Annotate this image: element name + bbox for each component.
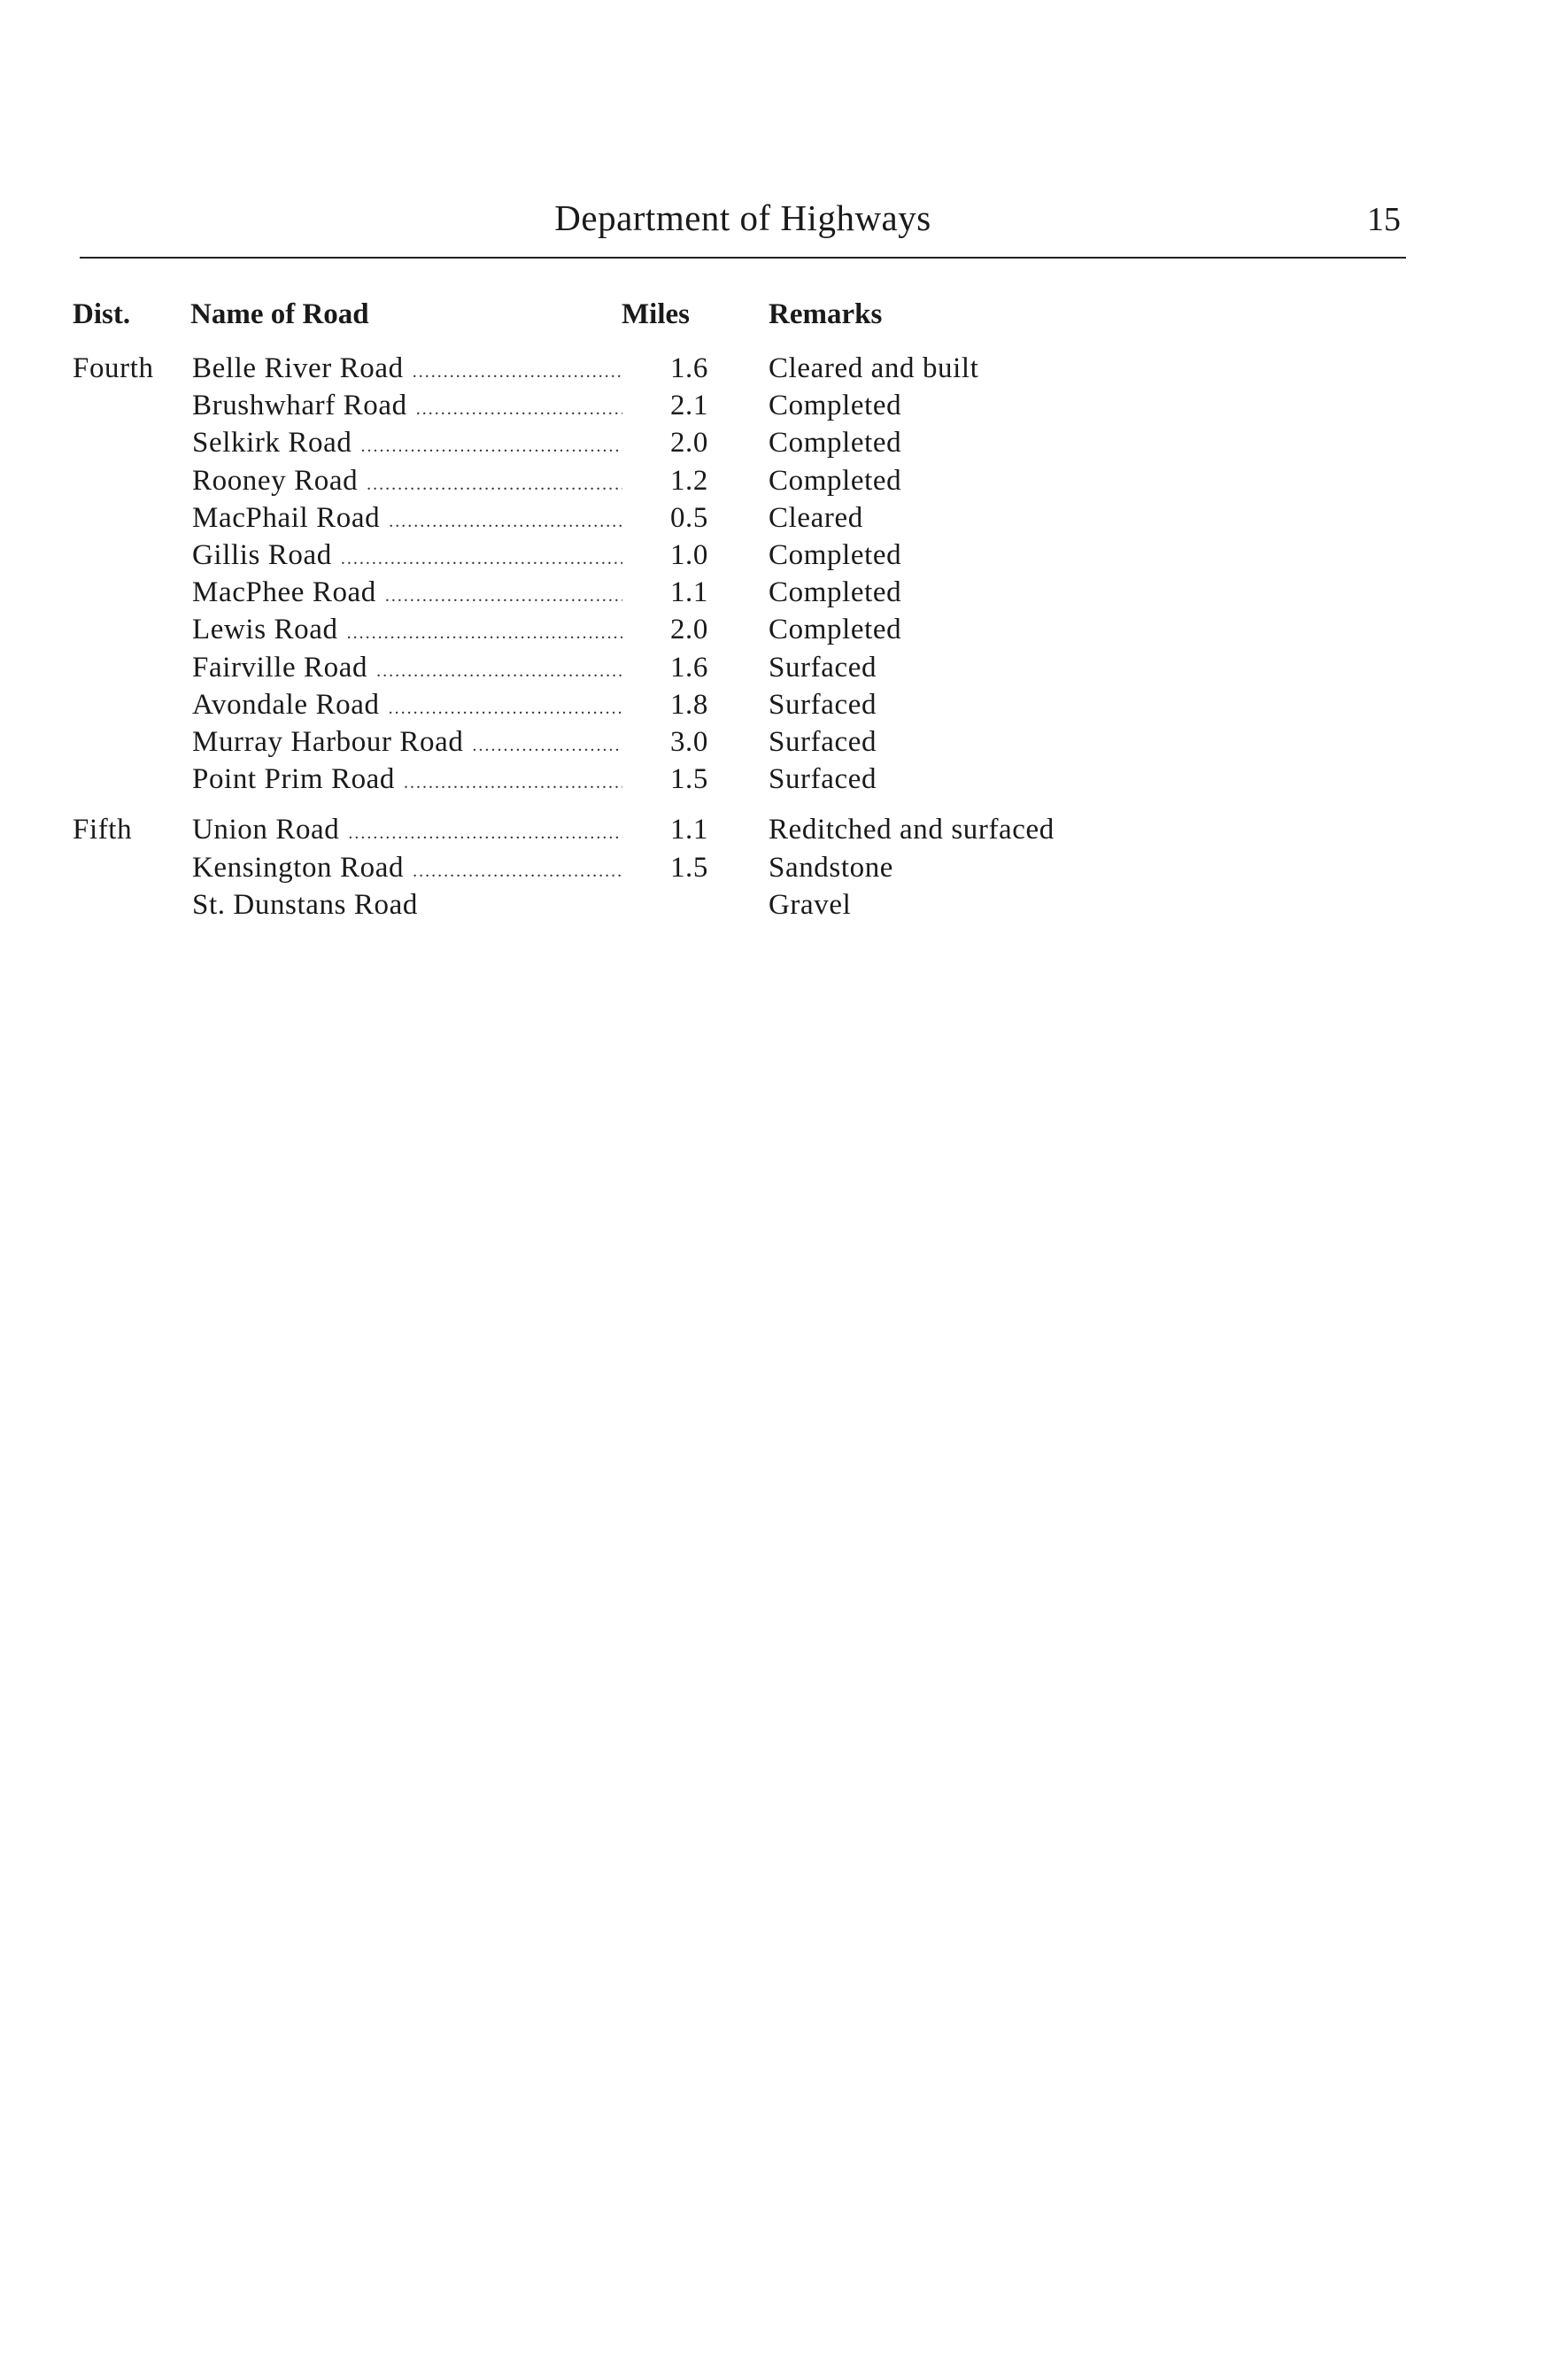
dot-leader xyxy=(404,764,622,801)
road-name: Selkirk Road xyxy=(192,427,352,459)
header-rule xyxy=(80,257,1406,259)
road-name: St. Dunstans Road xyxy=(192,889,418,921)
table-row xyxy=(0,424,1545,461)
remarks-cell: Surfaced xyxy=(769,726,877,758)
remarks-cell: Completed xyxy=(769,465,902,497)
page-title: Department of Highways xyxy=(554,197,931,238)
table-row xyxy=(0,462,1545,499)
road-name: Rooney Road xyxy=(192,465,359,497)
road-cell xyxy=(192,611,626,652)
road-name: Belle River Road xyxy=(192,352,404,384)
road-cell xyxy=(192,849,626,890)
miles-cell: 3.0 xyxy=(669,726,708,758)
table-row xyxy=(0,811,1545,848)
dot-leader xyxy=(341,540,622,577)
road-name: Avondale Road xyxy=(192,689,380,721)
dot-leader xyxy=(348,815,622,852)
district-cell: Fifth xyxy=(73,814,133,846)
dot-leader xyxy=(385,577,622,614)
miles-cell: 2.1 xyxy=(669,390,708,421)
dot-leader xyxy=(376,653,622,690)
dot-leader xyxy=(472,727,622,764)
road-cell xyxy=(192,686,626,727)
table-row xyxy=(0,499,1545,537)
road-cell xyxy=(192,387,626,428)
road-name: Union Road xyxy=(192,814,340,846)
miles-cell: 1.8 xyxy=(669,689,708,721)
remarks-cell: Completed xyxy=(769,614,902,645)
road-name: MacPhail Road xyxy=(192,502,381,534)
road-name: Point Prim Road xyxy=(192,763,396,795)
table-row xyxy=(0,761,1545,798)
column-header-miles: Miles xyxy=(622,298,690,330)
remarks-cell: Cleared and built xyxy=(769,352,979,384)
road-name: Gillis Road xyxy=(192,539,332,571)
road-name: Kensington Road xyxy=(192,852,405,884)
table-row xyxy=(0,723,1545,761)
district-cell: Fourth xyxy=(73,352,154,384)
road-name: Murray Harbour Road xyxy=(192,726,464,758)
table-row xyxy=(0,537,1545,574)
column-header-name: Name of Road xyxy=(190,298,369,330)
dot-leader xyxy=(389,503,622,540)
table-row xyxy=(0,849,1545,886)
miles-cell: 1.6 xyxy=(669,652,708,684)
road-cell xyxy=(192,886,626,923)
road-name: MacPhee Road xyxy=(192,576,376,608)
road-cell xyxy=(192,761,626,801)
miles-cell: 1.2 xyxy=(669,465,708,497)
table-row xyxy=(0,574,1545,611)
remarks-cell: Gravel xyxy=(769,889,852,921)
table-row xyxy=(0,649,1545,686)
miles-cell: 0.5 xyxy=(669,502,708,534)
dot-leader xyxy=(360,428,622,465)
column-header-remarks: Remarks xyxy=(769,298,883,330)
table-row xyxy=(0,886,1545,923)
remarks-cell: Sandstone xyxy=(769,852,894,884)
miles-cell: 1.0 xyxy=(669,539,708,571)
remarks-cell: Completed xyxy=(769,390,902,421)
road-cell xyxy=(192,811,626,852)
table-row xyxy=(0,611,1545,648)
remarks-cell: Completed xyxy=(769,539,902,571)
miles-cell: 1.6 xyxy=(669,352,708,384)
remarks-cell: Cleared xyxy=(769,502,863,534)
remarks-cell: Surfaced xyxy=(769,689,877,721)
table-row xyxy=(0,350,1545,387)
running-head xyxy=(80,197,1406,250)
miles-cell: 1.5 xyxy=(669,763,708,795)
remarks-cell: Completed xyxy=(769,576,902,608)
remarks-cell: Surfaced xyxy=(769,763,877,795)
miles-cell: 1.5 xyxy=(669,852,708,884)
table-row xyxy=(0,686,1545,723)
road-cell xyxy=(192,424,626,465)
road-name: Brushwharf Road xyxy=(192,390,407,421)
road-name: Fairville Road xyxy=(192,652,368,684)
remarks-cell: Reditched and surfaced xyxy=(769,814,1054,846)
miles-cell: 2.0 xyxy=(669,614,708,645)
road-cell xyxy=(192,350,626,390)
remarks-cell: Surfaced xyxy=(769,652,877,684)
road-cell xyxy=(192,499,626,540)
road-cell xyxy=(192,649,626,690)
remarks-cell: Completed xyxy=(769,427,902,459)
table-row xyxy=(0,387,1545,424)
column-header-dist: Dist. xyxy=(73,298,131,330)
road-cell xyxy=(192,537,626,577)
road-cell xyxy=(192,723,626,764)
road-cell xyxy=(192,462,626,503)
dot-leader xyxy=(413,353,622,390)
miles-cell: 1.1 xyxy=(669,576,708,608)
miles-cell: 2.0 xyxy=(669,427,708,459)
road-name: Lewis Road xyxy=(192,614,338,645)
dot-leader xyxy=(416,390,622,428)
dot-leader xyxy=(389,690,622,727)
dot-leader xyxy=(413,853,622,890)
page-number: 15 xyxy=(1367,201,1401,238)
dot-leader xyxy=(367,466,622,503)
road-cell xyxy=(192,574,626,614)
dot-leader xyxy=(347,614,622,652)
miles-cell: 1.1 xyxy=(669,814,708,846)
